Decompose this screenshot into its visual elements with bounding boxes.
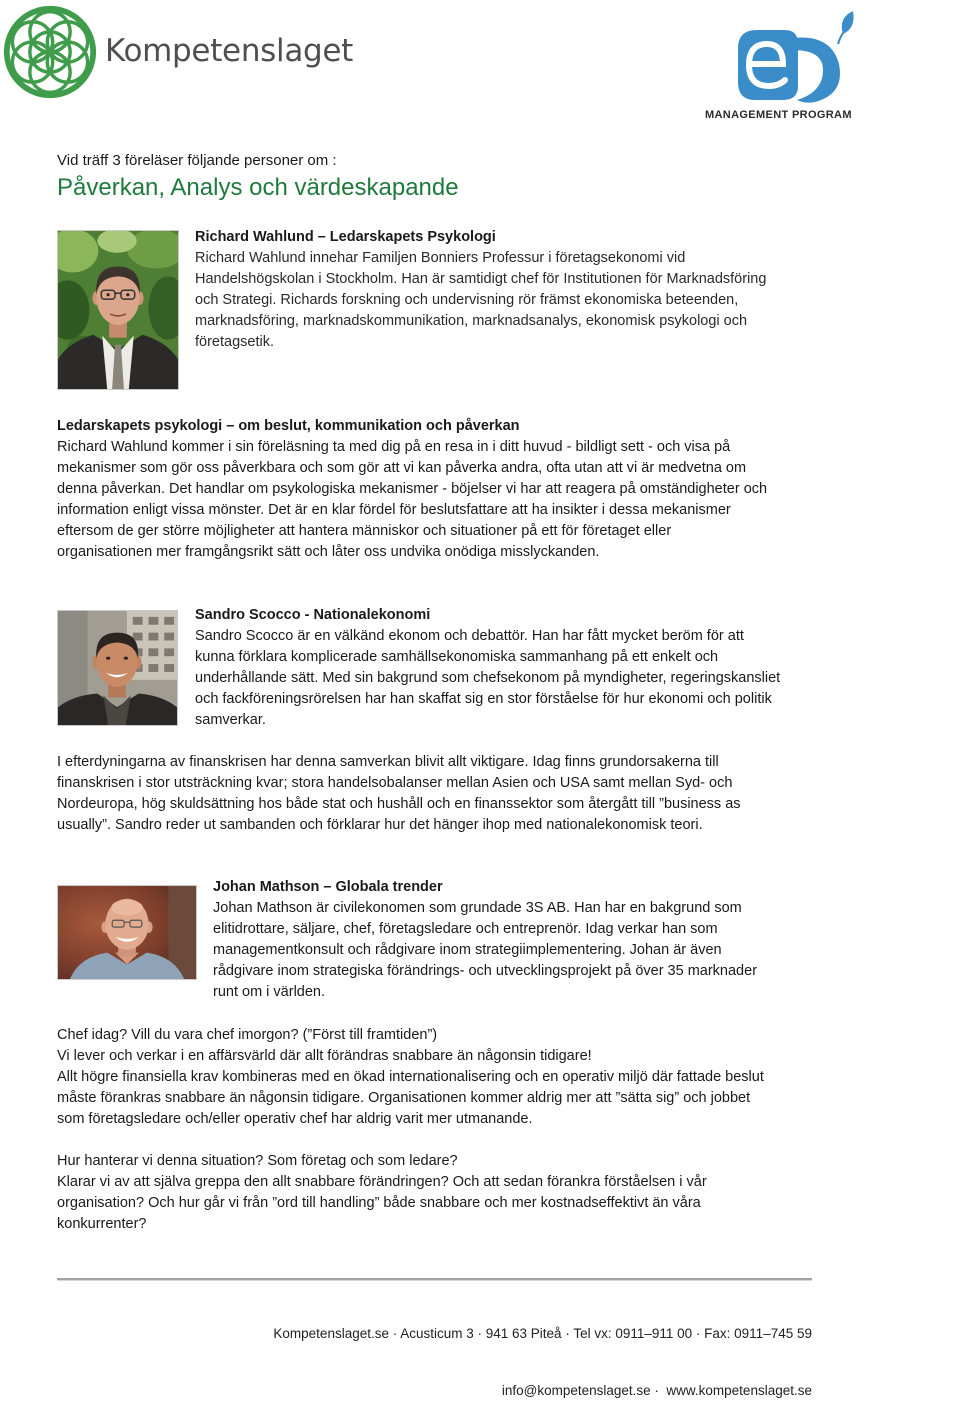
intro-text: Vid träff 3 föreläser följande personer om : [57,152,337,169]
photo-johan-mathson [57,885,197,980]
speaker-bio: Sandro Scocco är en välkänd ekonom och debattör. Han har fått mycket beröm för att kunna förklara komplicerade samhällsekonomiska sammanhang på ett enkelt och underhållande sätt. Med sin bakgrund som chefsekonom på myndigheter, regeringskansliet och fackföreningsrörelsen har han skaffat sig en stor förståelse för hur ekonomi och politik samverkar. [195,628,781,728]
speaker-richard-wahlund [195,227,766,353]
photo-sandro-scocco [57,610,178,726]
speaker-heading: Sandro Scocco - Nationalekonomi [195,607,431,623]
kompetenslaget-wordmark: Kompetenslaget [105,33,354,69]
speaker-heading: Johan Mathson – Globala trender [213,879,443,895]
johan-body-1: Chef idag? Vill du vara chef imorgon? (”Först till framtiden”) Vi lever och verkar i en affärsvärld där allt förändras snabbare än någonsin tidigare! Allt högre finansiella krav kombineras med en ökad internationalisering och en operativ miljö där fattade beslut måste förankras snabbare än någonsin tidigare. Organisationen kommer aldrig mer att ”sätta sig” och jobbet som företagsledare och/eller operativ chef har aldrig varit mer utmanande. [57,1027,764,1127]
speaker-bio: Richard Wahlund innehar Familjen Bonniers Professur i företagsekonomi vid Handelshögskolan i Stockholm. Han är samtidigt chef för Institutionen för Marknadsföring och Strategi. Richards forskning och undervisning rör främst ekonomiska beteenden, marknadsföring, marknadskommunikation, marknadsanalys, ekonomisk psykologi och företagsetik. [195,250,767,350]
johan-description-2 [57,1151,707,1235]
speaker-heading: Richard Wahlund – Ledarskapets Psykologi [195,229,496,245]
johan-body-2: Hur hanterar vi denna situation? Som företag och som ledare? Klarar vi av att själva greppa den allt snabbare förändringen? Och att sedan förankra förståelsen i vår organisation? Och hur går vi från ”ord till handling” både snabbare och mer kostnadseffektivt än våra konkurrenter? [57,1153,707,1232]
footer [273,1286,812,1404]
speaker-johan-mathson [213,877,757,1003]
management-program-wordmark: MANAGEMENT PROGRAM [705,109,852,121]
footer-address: Kompetenslaget.se · Acusticum 3 · 941 63 Piteå · Tel vx: 0911–911 00 · Fax: 0911–745 59 [273,1326,812,1341]
footer-divider [57,1278,812,1281]
lecture-body: Richard Wahlund kommer i sin föreläsning ta med dig på en resa in i ditt huvud - bildligt sett - och visa på mekanismer som gör oss påverkbara och som gör att vi kan påverka andra, ofta utan att vi är medvetna om denna påverkan. Det handlar om psykologiska mekanismer - böjelser vi har att reagera på omständigheter och information enligt vissa mönster. Det är en klar fördel för beslutsfattare att ha insikter i dessa mekanismer eftersom de ger större möjligheter att hantera människor och situationer på ett för företaget eller organisationen mer framgångsrikt sätt och låter oss undvika onödiga misslyckanden. [57,439,768,560]
management-program-emblem-icon [735,8,857,104]
footer-contact: info@kompetenslaget.se · www.kompetenslaget.se [501,1383,812,1398]
page-title: Påverkan, Analys och värdeskapande [57,174,459,201]
sandro-body: I efterdyningarna av finanskrisen har denna samverkan blivit allt viktigare. Idag finns grundorsakerna till finanskrisen i stor utsträckning kvar; stora handelsobalanser mellan Asien och USA samt mellan Syd- och Nordeuropa, hög skuldsättning hos både stat och hushåll och en finanssektor som återgått till ”business as usually”. Sandro reder ut sambanden och förklarar hur det hänger ihop med nationalekonomisk teori. [57,754,741,833]
lecture-heading: Ledarskapets psykologi – om beslut, kommunikation och påverkan [57,418,520,434]
speaker-bio: Johan Mathson är civilekonomen som grundade 3S AB. Han har en bakgrund som elitidrottare, säljare, chef, företagsledare och entreprenör. Idag verkar han som managementkonsult och rådgivare inom strategiimplementering. Johan är även rådgivare inom strategiska förändrings- och utvecklingsprojekt på över 35 marknader runt om i världen. [213,900,758,1000]
lecture-description [57,416,767,563]
sandro-description [57,752,741,836]
speaker-sandro-scocco [195,605,780,731]
photo-richard-wahlund [57,230,179,390]
flower-of-life-icon [2,4,98,100]
johan-description-1 [57,1025,764,1130]
